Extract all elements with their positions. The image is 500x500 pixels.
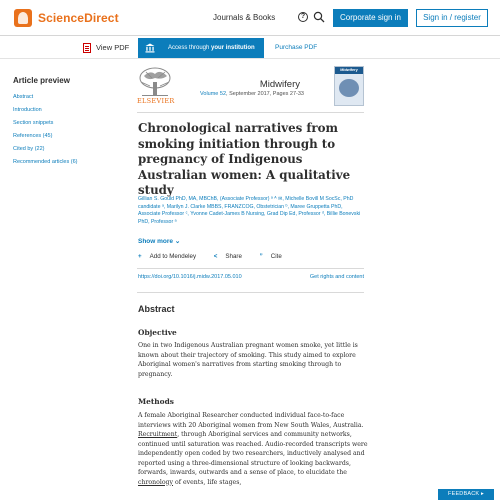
add-to-mendeley-button[interactable]: + Add to Mendeley bbox=[138, 253, 197, 260]
logo-text: ScienceDirect bbox=[38, 11, 119, 25]
sidebar-item-recommended[interactable]: Recommended articles (6) bbox=[13, 159, 78, 165]
purchase-pdf-link[interactable]: Purchase PDF bbox=[275, 44, 318, 51]
show-more-button[interactable]: Show more ⌄ bbox=[138, 238, 181, 245]
journals-books-link[interactable]: Journals & Books bbox=[213, 13, 276, 22]
question-circle-icon[interactable]: ? bbox=[298, 12, 308, 22]
recruitment-link[interactable]: Recruitment bbox=[138, 431, 178, 438]
sign-in-register-button[interactable]: Sign in / register bbox=[416, 9, 488, 27]
share-button[interactable]: < Share bbox=[213, 253, 242, 260]
chevron-down-icon: ⌄ bbox=[174, 238, 181, 245]
sidebar-title: Article preview bbox=[13, 76, 70, 85]
divider bbox=[137, 292, 364, 293]
rights-content-link[interactable]: Get rights and content bbox=[309, 274, 364, 280]
cite-button[interactable]: ” Cite bbox=[259, 253, 282, 260]
article-actions bbox=[138, 253, 298, 260]
divider bbox=[137, 268, 364, 269]
corporate-sign-in-button[interactable]: Corporate sign in bbox=[333, 9, 408, 27]
view-pdf-link[interactable]: View PDF bbox=[96, 43, 130, 52]
search-icon[interactable] bbox=[313, 11, 325, 23]
chat-icon: ▸ bbox=[481, 491, 484, 497]
pdf-toolbar bbox=[0, 37, 500, 59]
methods-heading: Methods bbox=[138, 397, 174, 406]
access-through-institution-button[interactable] bbox=[138, 38, 264, 58]
top-navigation-bar bbox=[0, 0, 500, 36]
cover-title: Midwifery bbox=[335, 67, 363, 74]
quote-icon: ” bbox=[259, 253, 263, 260]
journal-cover-image[interactable] bbox=[334, 66, 364, 106]
sidebar-item-abstract[interactable]: Abstract bbox=[13, 94, 34, 100]
journal-volume-info: Volume 52, September 2017, Pages 27-33 bbox=[200, 91, 304, 97]
journal-title[interactable]: Midwifery bbox=[259, 79, 300, 90]
article-preview-sidebar bbox=[13, 76, 123, 169]
sidebar-item-cited-by[interactable]: Cited by (22) bbox=[13, 146, 45, 152]
pdf-file-icon bbox=[83, 43, 91, 53]
share-icon: < bbox=[213, 253, 218, 260]
sidebar-item-references[interactable]: References (45) bbox=[13, 133, 53, 139]
sidebar-item-introduction[interactable]: Introduction bbox=[13, 107, 42, 113]
divider bbox=[137, 112, 364, 113]
abstract-heading: Abstract bbox=[138, 304, 175, 314]
sciencedirect-logo[interactable] bbox=[14, 9, 119, 27]
cover-artwork bbox=[339, 79, 359, 97]
volume-link[interactable]: Volume 52 bbox=[200, 91, 227, 97]
author-list[interactable]: Gillian S. Gould PhD, MA, MBChB, (Associate Professor) ᵃ ᴬ ✉, Michelle Bovill M SocSc, PhD candidate ᵃ, Marilyn J. Clarke MBBS, FRANZCOG, Obstetrician ᵇ, Maree Gruppetta PhD, Associate Professor ᶜ, Yvonne Cadet-James B Nursing, Grad Dip Ed, Professor ᵈ, Billie Bonevski PhD, Professor ᵃ bbox=[138, 196, 361, 225]
elsevier-wordmark: ELSEVIER bbox=[137, 97, 175, 105]
doi-link[interactable]: https://doi.org/10.1016/j.midw.2017.05.010 bbox=[138, 274, 242, 280]
access-text: Access through your institution bbox=[168, 45, 255, 51]
plus-icon: + bbox=[138, 253, 142, 260]
chronology-link[interactable]: chronology bbox=[138, 478, 174, 486]
objective-heading: Objective bbox=[138, 328, 177, 337]
feedback-button[interactable]: FEEDBACK ▸ bbox=[438, 489, 494, 500]
institution-icon bbox=[145, 43, 155, 53]
objective-paragraph: One in two Indigenous Australian pregnant women smoke, yet little is known about their trajectory of smoking. This study aimed to explore Aboriginal women's narratives from starting smoking through to pregnancy. bbox=[138, 342, 358, 378]
sidebar-item-section-snippets[interactable]: Section snippets bbox=[13, 120, 54, 126]
elsevier-tree-icon bbox=[14, 9, 32, 27]
methods-paragraph: A female Aboriginal Researcher conducted individual face-to-face interviews with 20 Aboriginal women from New South Wales, Australia. Recruitment, through Aboriginal services and community networks, continued until saturation was reached. Audio-recorded transcripts were independently open coded by two researchers, inductively analysed and reported using a three-dimensional structure of looking backwards, forwards, inwards, outwards and a sense of place, to elucidate the chronology of events, life stages, bbox=[138, 412, 368, 486]
article-title: Chronological narratives from smoking initiation through to pregnancy of Indigenous Australian women: A qualitative study bbox=[138, 121, 351, 197]
